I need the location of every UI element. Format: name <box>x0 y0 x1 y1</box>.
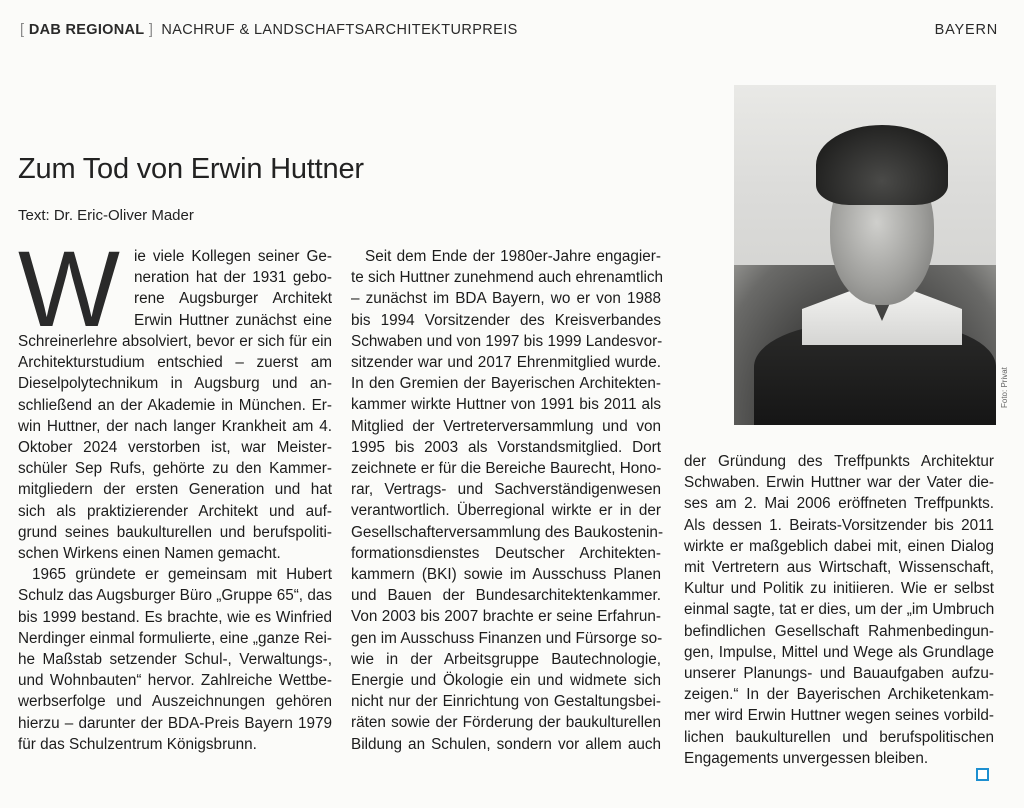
text-line: Erwin Huttner zunächst eine <box>134 311 332 329</box>
text-line: Schwaben. Erwin Huttner war der Vater die- <box>684 474 994 492</box>
text-line: gen im Ausschuss Finanzen und Fürsorge so- <box>351 629 663 647</box>
text-line: lichen baukulturellen und berufspolitischen <box>684 728 994 746</box>
page-header <box>20 22 998 44</box>
text-line: bis 1999 bestand. Es brachte, wie es Winfried <box>18 608 332 626</box>
text-line: ses am 2. Mai 2006 eröffneten Treffpunkts. <box>684 495 994 513</box>
text-line: schen Wirkens einen Namen gemacht. <box>18 545 281 563</box>
text-line: Seit dem Ende der 1980er-Jahre engagier- <box>365 248 661 265</box>
text-line: wie in der Arbeitsgruppe Bautechnologie, <box>351 650 661 668</box>
text-line: nicht nur der Einrichtung von Gestaltungsbei- <box>351 693 661 711</box>
portrait-photo <box>734 85 996 425</box>
topic-label: NACHRUF & LANDSCHAFTSARCHITEKTURPREIS <box>161 22 518 38</box>
text-line: werbserfolge und Auszeichnungen gehören <box>18 693 332 711</box>
text-line: hierzu – darunter der BDA-Preis Bayern 1979 <box>18 714 332 732</box>
text-line: räten sowie der Förderung der baukulturellen <box>351 714 661 732</box>
text-line: grund seines baukulturellen und berufspoliti- <box>18 523 332 541</box>
bracket-close: ] <box>148 22 154 38</box>
section-kicker <box>20 22 518 38</box>
text-line: mit Vertretern aus Wirtschaft, Wissenschaft, <box>684 559 994 577</box>
text-line: Bildung an Schulen, sondern vor allem auch <box>351 735 661 753</box>
intro-block <box>134 246 332 331</box>
text-line: – zunächst im BDA Bayern, wo er von 1988 <box>351 290 661 308</box>
text-line: rene Augsburger Architekt <box>134 290 332 308</box>
text-line: te sich Huttner zunehmend auch ehrenamtlich <box>351 269 664 287</box>
text-line: In den Gremien der Bayerischen Architekten- <box>351 375 661 393</box>
text-line: Schulz das Augsburger Büro „Gruppe 65“, das <box>18 587 332 605</box>
photo-credit: Foto: Privat <box>1000 367 1009 408</box>
text-line: Schwaben und von 1997 bis 1999 Landesvor- <box>351 332 663 350</box>
text-line: der Gründung des Treffpunkts Architektur <box>684 453 994 470</box>
text-line: Architekturstudium entschied – zuerst am <box>18 354 332 372</box>
text-line: und Wohnbauten“ hervor. Zahlreiche Wettbe- <box>18 672 332 690</box>
text-line: Oktober 2024 verstorben ist, war Meister- <box>18 439 332 457</box>
text-line: Kultur und Politik zu initiieren. Wie er selbst <box>684 580 994 598</box>
text-line: he Maßstab setzender Schul-, Verwaltungs-, <box>18 651 332 669</box>
drop-cap: W <box>18 228 114 349</box>
text-line: zeichnete er für die Bereiche Baurecht, Hono- <box>351 460 662 478</box>
column-3 <box>684 451 994 769</box>
text-line: kammern (BKI) sowie im Ausschuss Planen <box>351 566 661 584</box>
text-line: Dieselpolytechnikum in Augsburg und an- <box>18 375 332 393</box>
text-line: befindlichen Gesellschaft Rahmenbedingun- <box>684 622 994 640</box>
text-line: bis 1994 Vorsitzender des Kreisverbandes <box>351 311 661 329</box>
text-line: für das Schulzentrum Königsbrunn. <box>18 735 257 753</box>
end-mark-icon <box>976 768 989 781</box>
hair-shape <box>816 125 948 205</box>
text-line: Energie und Ökologie ein und widmete sich <box>351 672 661 690</box>
column-2 <box>351 246 664 755</box>
text-line: 1965 gründete er gemeinsam mit Hubert <box>32 566 332 584</box>
article-author: Text: Dr. Eric-Oliver Mader <box>18 207 194 224</box>
text-line: schüler Sep Rufs, gehörte zu den Kammer- <box>18 460 332 478</box>
text-line: gen, Impulse, Mittel und Wege als Grundlage <box>684 643 994 661</box>
text-line: Mitglied der Vertreterversammlung und von <box>351 417 661 435</box>
text-line: win Huttner, der nach langer Krankheit am 4. <box>18 417 332 435</box>
text-line: Gesellschafterversammlung des Baukostenin- <box>351 523 664 541</box>
brand-label: DAB REGIONAL <box>28 22 145 38</box>
text-line: kammer wirkte Huttner von 1991 bis 2011 als <box>351 396 661 414</box>
text-line: unserer Planungs- und Bauaufgaben aufzu- <box>684 665 994 683</box>
text-line: formationsdienstes Deutscher Architekten- <box>351 544 661 562</box>
text-line: schließend an der Akademie in München. Er- <box>18 396 332 414</box>
text-line: Engagements unvergessen bleiben. <box>684 749 929 767</box>
text-line: Von 2003 bis 2007 brachte er seine Erfahrun- <box>351 608 661 626</box>
text-line: mer wird Erwin Huttner wegen seines vorbild- <box>684 707 994 725</box>
text-line: mitgliedern der ersten Generation und hat <box>18 481 332 499</box>
text-line: verantwortlich. Überregional wirkte er in der <box>351 502 661 520</box>
text-line: Schreinerlehre absolviert, bevor er sich für ein <box>18 333 332 350</box>
text-line: rar, Vertrags- und Sachverständigenwesen <box>351 481 661 499</box>
text-line: Nerdinger einmal formulierte, eine „ganze Rei- <box>18 629 332 647</box>
article-title: Zum Tod von Erwin Huttner <box>18 153 364 185</box>
text-line: ie viele Kollegen seiner Ge- <box>134 248 332 265</box>
column-1 <box>18 331 332 755</box>
text-line: sitzender war und 2017 Ehrenmitglied wurde. <box>351 354 661 372</box>
bracket-open: [ <box>20 22 25 38</box>
text-line: Als dessen 1. Beirats-Vorsitzender bis 2011 <box>684 516 994 534</box>
text-line: einmal sagte, tat er dies, um der „im Umbruch <box>684 601 995 619</box>
text-line: sich als praktizierender Architekt und auf- <box>18 502 332 520</box>
text-line: zeigen.“ In der Bayerischen Archiketenkam- <box>684 686 994 704</box>
region-label: BAYERN <box>934 22 998 38</box>
text-line: neration hat der 1931 gebo- <box>134 269 332 287</box>
text-line: 1995 bis 2003 als Vorstandsmitglied. Dort <box>351 438 661 456</box>
text-line: wirkte er maßgeblich dabei mit, einen Dialog <box>684 537 994 555</box>
text-line: und Bauen der Bundesarchitektenkammer. <box>351 587 661 605</box>
